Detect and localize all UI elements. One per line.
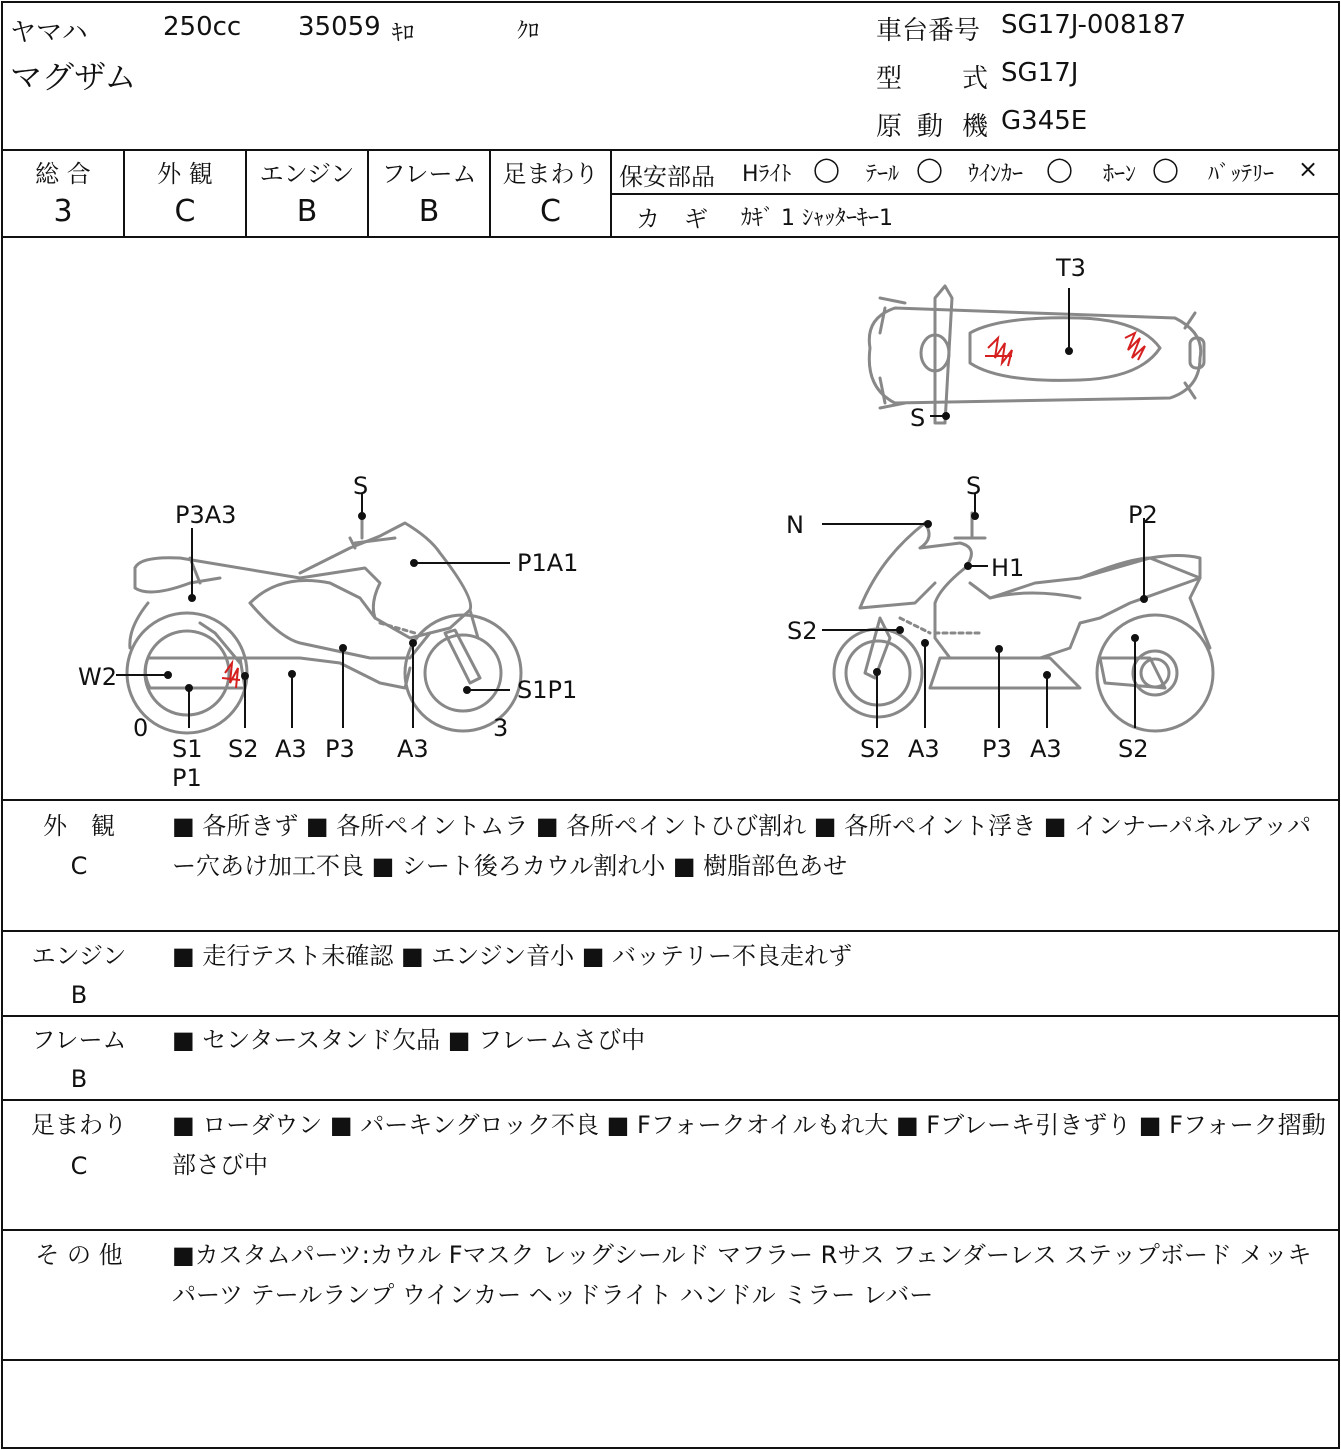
key-label: カ ギ (636, 205, 708, 233)
section-text: ■ センタースタンド欠品 ■ フレームさび中 (172, 1026, 646, 1054)
section-text: ■ 走行テスト未確認 ■ エンジン音小 ■ バッテリー不良走れず (172, 942, 853, 970)
grade-value: B (296, 194, 318, 229)
label-right-s2a: S2 (860, 735, 891, 763)
section-grade: C (70, 1152, 88, 1180)
type-label-b: 式 (962, 64, 989, 94)
grade-label: 外 観 (157, 160, 213, 188)
safety-mark-battery: × (1298, 155, 1319, 183)
grade-value: C (540, 194, 561, 229)
frame-no: SG17J-008187 (1001, 10, 1187, 40)
label-right-s: S (966, 472, 982, 500)
safety-item-winker: ｳｲﾝｶｰ (968, 162, 1024, 187)
engine-label-a: 原 (876, 112, 903, 142)
section-label: フレーム (31, 1026, 127, 1054)
scooter-diagram (0, 238, 1341, 800)
displacement: 250cc (163, 12, 242, 42)
label-right-a3a: A3 (908, 735, 940, 763)
safety-item-tail: ﾃｰﾙ (866, 162, 900, 187)
label-top-s: S (910, 404, 926, 432)
label-left-a3b: A3 (397, 735, 429, 763)
section-grade: C (70, 852, 88, 880)
section-label: 足まわり (31, 1111, 127, 1139)
mileage-unit: ｷﾛ (392, 21, 415, 46)
label-p2: P2 (1128, 501, 1158, 529)
safety-item-battery: ﾊﾞｯﾃﾘｰ (1208, 162, 1275, 187)
label-s1p1: S1P1 (517, 676, 578, 704)
label-right-s2: S2 (787, 617, 818, 645)
safety-mark-horn: ◯ (1152, 155, 1179, 183)
safety-mark-tail: ◯ (916, 155, 943, 183)
label-right-p3: P3 (982, 735, 1012, 763)
label-zero: 0 (133, 714, 149, 742)
label-w2: W2 (78, 663, 117, 691)
type-value: SG17J (1001, 58, 1079, 88)
label-p3a3: P3A3 (175, 501, 237, 529)
maker: ヤマハ (10, 18, 88, 48)
section-label: エンジン (31, 942, 127, 970)
section-text: ■カスタムパーツ:カウル Fマスク レッグシールド マフラー Rサス フェンダーレス ステップボード メッキパーツ テールランプ ウインカー ヘッドライト ハンドル ミラー レバー (172, 1241, 1312, 1309)
label-left-s2: S2 (228, 735, 259, 763)
grade-label: 足まわり (502, 160, 599, 188)
label-left-p1: P1 (172, 764, 202, 792)
safety-parts-title: 保安部品 (619, 163, 715, 191)
label-left-s: S (353, 472, 369, 500)
safety-item-headlight: Hﾗｲﾄ (742, 162, 792, 187)
engine-model: G345E (1001, 106, 1088, 136)
left-side-view (127, 513, 521, 733)
section-label: そ の 他 (35, 1241, 123, 1269)
section-grade: B (70, 1065, 88, 1093)
mileage: 35059 (298, 12, 381, 42)
label-left-a3a: A3 (275, 735, 307, 763)
right-side-view (834, 513, 1213, 731)
label-n: N (786, 511, 804, 539)
safety-mark-headlight: ◯ (813, 155, 840, 183)
grade-label: エンジン (259, 160, 355, 188)
section-grade: B (70, 981, 88, 1009)
label-h1: H1 (991, 554, 1025, 582)
label-three: 3 (493, 714, 509, 742)
grade-label: フレーム (381, 160, 477, 188)
label-left-s1: S1 (172, 735, 203, 763)
key-value: ｶｷﾞ 1 ｼｬｯﾀｰｷｰ1 (741, 206, 893, 231)
type-label-a: 型 (876, 64, 903, 94)
mileage-note: ｸﾛ (517, 19, 540, 44)
section-text: ■ 各所きず ■ 各所ペイントムラ ■ 各所ペイントひび割れ ■ 各所ペイント浮き ■ インナーパネルアッパー穴あけ加工不良 ■ シート後ろカウル割れ小 ■ 樹脂部色あせ (172, 812, 1312, 880)
label-p1a1: P1A1 (517, 549, 579, 577)
label-t3: T3 (1056, 254, 1086, 282)
safety-mark-winker: ◯ (1046, 155, 1073, 183)
section-label: 外 観 (43, 812, 115, 840)
top-view (869, 286, 1204, 423)
label-right-a3b: A3 (1030, 735, 1062, 763)
safety-item-horn: ﾎｰﾝ (1103, 162, 1137, 187)
grade-value: B (418, 194, 440, 229)
label-right-s2b: S2 (1118, 735, 1149, 763)
grade-value: C (174, 194, 196, 229)
label-left-p3: P3 (325, 735, 355, 763)
grade-label: 総 合 (35, 160, 91, 188)
engine-label-c: 機 (962, 112, 989, 142)
section-text: ■ ローダウン ■ パーキングロック不良 ■ Fフォークオイルもれ大 ■ Fブレーキ引きずり ■ Fフォーク摺動部さび中 (172, 1111, 1326, 1179)
model-name: マグザム (10, 58, 137, 96)
grade-value: 3 (53, 194, 73, 229)
engine-label-b: 動 (917, 112, 944, 142)
frame-no-label: 車台番号 (876, 16, 981, 46)
